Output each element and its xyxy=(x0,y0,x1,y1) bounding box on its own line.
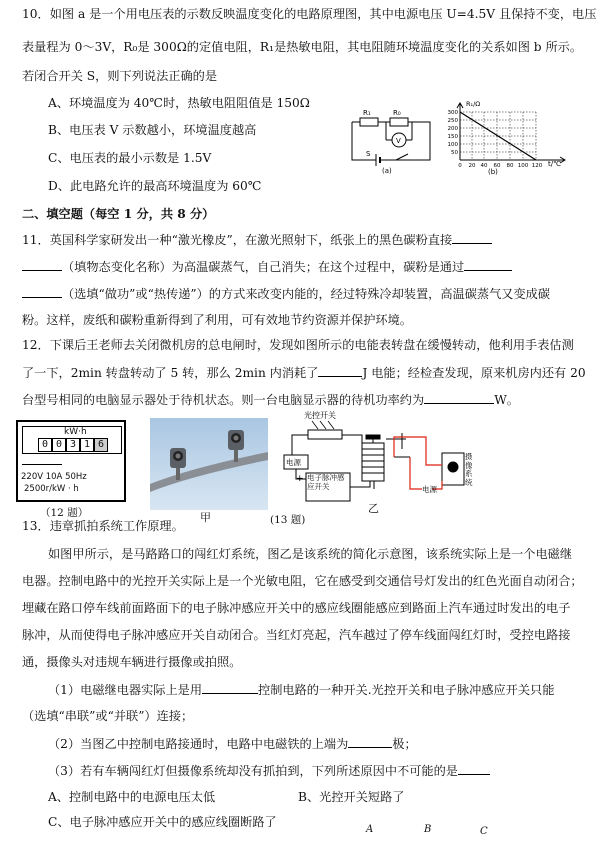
figure-b-caption: (b) xyxy=(488,168,498,176)
q10-line2: 表量程为 0～3V，R₀是 300Ω的定值电阻，R₁是热敏电阻，其电阻随环境温度变化的关系如图 b 所示。 xyxy=(22,40,583,54)
q13-sub3: （3）若有车辆闯红灯但摄像系统却没有抓拍到，下列所述原因中不可能的是 xyxy=(48,762,490,779)
meter-digit: 1 xyxy=(80,438,94,452)
r1-label: R₁ xyxy=(363,109,371,117)
q13-sub2: （2）当图乙中控制电路接通时，电路中电磁铁的上端为 极； xyxy=(48,737,417,751)
meter-digit: 0 xyxy=(38,438,52,452)
q13-para-line1: 如图甲所示，是马路路口的闯红灯系统，图乙是该系统的简化示意图，该系统实际上是一个电磁继 xyxy=(48,547,573,561)
answer-blank[interactable] xyxy=(452,231,492,244)
q13-option-b: B、光控开关短路了 xyxy=(298,790,405,804)
light-switch-box xyxy=(308,430,342,439)
r0-label: R₀ xyxy=(393,109,401,117)
graph-ylabel: R₁/Ω xyxy=(466,100,481,108)
q11-line1: 11．英国科学家研发出一种“激光橡皮”，在激光照射下，纸张上的黑色碳粉直接 xyxy=(22,231,492,248)
circuit-figure-yi xyxy=(282,409,474,505)
footer-label-b: B xyxy=(424,824,432,835)
figure-yi-caption: 乙 xyxy=(368,502,379,515)
q13-title: 13．违章抓拍系统工作原理。 xyxy=(22,519,184,533)
pulse-switch-label: 电子脉冲感应开关 xyxy=(307,474,345,491)
footer-label-c: C xyxy=(480,826,488,837)
ytick: 300 xyxy=(447,110,458,116)
footer-label-a: A xyxy=(366,824,374,835)
xtick: 120 xyxy=(531,163,543,169)
xtick: 100 xyxy=(517,163,529,169)
plus-sign: + xyxy=(296,474,304,484)
answer-blank[interactable] xyxy=(424,391,494,404)
meter-digit: 3 xyxy=(66,438,80,452)
xtick: 0 xyxy=(458,163,462,169)
ytick: 100 xyxy=(447,142,458,148)
camera-icon xyxy=(448,462,458,472)
figure-a-caption: (a) xyxy=(382,167,392,174)
q11-line3: （选填“做功”或“热传递”）的方式来改变内能的，经过特殊冷却装置，高温碳蒸气又变成碳 xyxy=(22,285,550,302)
q10-option-b: B、电压表 V 示数越小，环境温度越高 xyxy=(48,123,257,137)
meter-spec: 220V 10A 50Hz xyxy=(21,472,87,482)
ytick: 200 xyxy=(447,126,458,132)
xtick: 40 xyxy=(480,163,488,169)
switch-label: S xyxy=(366,150,371,158)
q13-sub1-line1: （1）电磁继电器实际上是用 控制电路的一种开关.光控开关和电子脉冲感应开关只能 xyxy=(48,683,555,697)
q12-line1: 12．下课后王老师去关闭微机房的总电闸时，发现如图所示的电能表转盘在缓慢转动，他利用手表估测 xyxy=(22,338,574,352)
q10-option-d: D、此电路允许的最高环境温度为 60℃ xyxy=(48,179,262,193)
answer-blank[interactable] xyxy=(22,285,62,298)
answer-blank[interactable] xyxy=(202,681,258,694)
answer-blank[interactable] xyxy=(464,258,512,271)
resistance-curve xyxy=(460,112,536,160)
answer-blank[interactable] xyxy=(458,762,490,775)
q10-option-a: A、环境温度为 40℃时，热敏电阻阻值是 150Ω xyxy=(48,96,310,110)
meter-digit: 6 xyxy=(94,438,108,452)
meter-dial-window xyxy=(22,456,62,465)
photo-caption: 甲 xyxy=(200,511,211,524)
meter-digit: 0 xyxy=(52,438,66,452)
q10-line1: 10．如图 a 是一个用电压表的示数反映温度变化的电路原理图，其中电源电压 U=4.5V 且保持不变，电压 xyxy=(22,7,596,21)
power2-label: 电源 xyxy=(422,485,437,494)
section-heading: 二、填空题（每空 1 分，共 8 分） xyxy=(22,207,215,221)
q13-para-line5: 通，摄像头对违规车辆进行摄像或拍照。 xyxy=(22,655,242,669)
q13-para-line3: 埋藏在路口停车线前面路面下的电子脉冲感应开关中的感应线圈能感应到路面上汽车通过时发出的电子 xyxy=(22,601,571,615)
q12-line3: 台型号相同的电脑显示器处于待机状态。则一台电脑显示器的待机功率约为 W。 xyxy=(22,393,519,407)
answer-blank[interactable] xyxy=(318,364,362,377)
resistor-r1 xyxy=(360,118,378,126)
xtick: 80 xyxy=(506,163,514,169)
meter-rate: 2500r/kW · h xyxy=(24,484,79,494)
xtick: 20 xyxy=(468,163,476,169)
q13-option-c: C、电子脉冲感应开关中的感应线圈断路了 xyxy=(48,815,277,829)
meter-digits xyxy=(38,438,108,452)
q12-line2: 了一下，2min 转盘转动了 5 转，那么 2min 内消耗了 J 电能；经检查发现，原来机房内还有 20 xyxy=(22,366,586,380)
ytick: 250 xyxy=(447,118,458,124)
circuit-figure-a xyxy=(346,104,436,174)
meter-caption: （12 题） xyxy=(40,507,89,519)
q13-para-line2: 电器。控制电路中的光控开关实际上是一个光敏电阻，它在感受到交通信号灯发出的红色光面自动闭合； xyxy=(22,574,583,588)
traffic-camera-photo xyxy=(150,418,268,510)
xtick: 60 xyxy=(493,163,501,169)
q13-figure-caption: (13 题) xyxy=(270,514,306,526)
answer-blank[interactable] xyxy=(22,258,62,271)
resistor-r0 xyxy=(390,118,408,126)
voltmeter-label: V xyxy=(396,137,401,145)
power-label: 电源 xyxy=(286,458,301,467)
ytick: 50 xyxy=(451,150,458,156)
light-switch-label: 光控开关 xyxy=(304,411,336,420)
ytick: 150 xyxy=(447,134,458,140)
q13-option-a: A、控制电路中的电源电压太低 xyxy=(48,790,216,804)
camera-system-label: 摄像系统 xyxy=(465,453,473,487)
answer-blank[interactable] xyxy=(348,735,392,748)
q13-para-line4: 脉冲，从而使得电子脉冲感应开关自动闭合。当红灯亮起，汽车越过了停车线面闯红灯时，受控电路接 xyxy=(22,628,571,642)
q10-line3: 若闭合开关 S，则下列说法正确的是 xyxy=(22,69,218,83)
q10-option-c: C、电压表的最小示数是 1.5V xyxy=(48,151,212,165)
q11-line2: （填物态变化名称）为高温碳蒸气，自己消失；在这个过程中，碳粉是通过 xyxy=(22,258,512,275)
q13-sub1-line2: （选填“串联”或“并联”）连接； xyxy=(22,709,194,723)
meter-unit: kW·h xyxy=(64,427,87,437)
energy-meter xyxy=(16,420,126,502)
graph-xlabel: t/℃ xyxy=(548,160,561,168)
q11-line4: 粉。这样，废纸和碳粉重新得到了利用，可有效地节约资源并保护环境。 xyxy=(22,313,412,327)
graph-figure-b xyxy=(444,100,572,176)
